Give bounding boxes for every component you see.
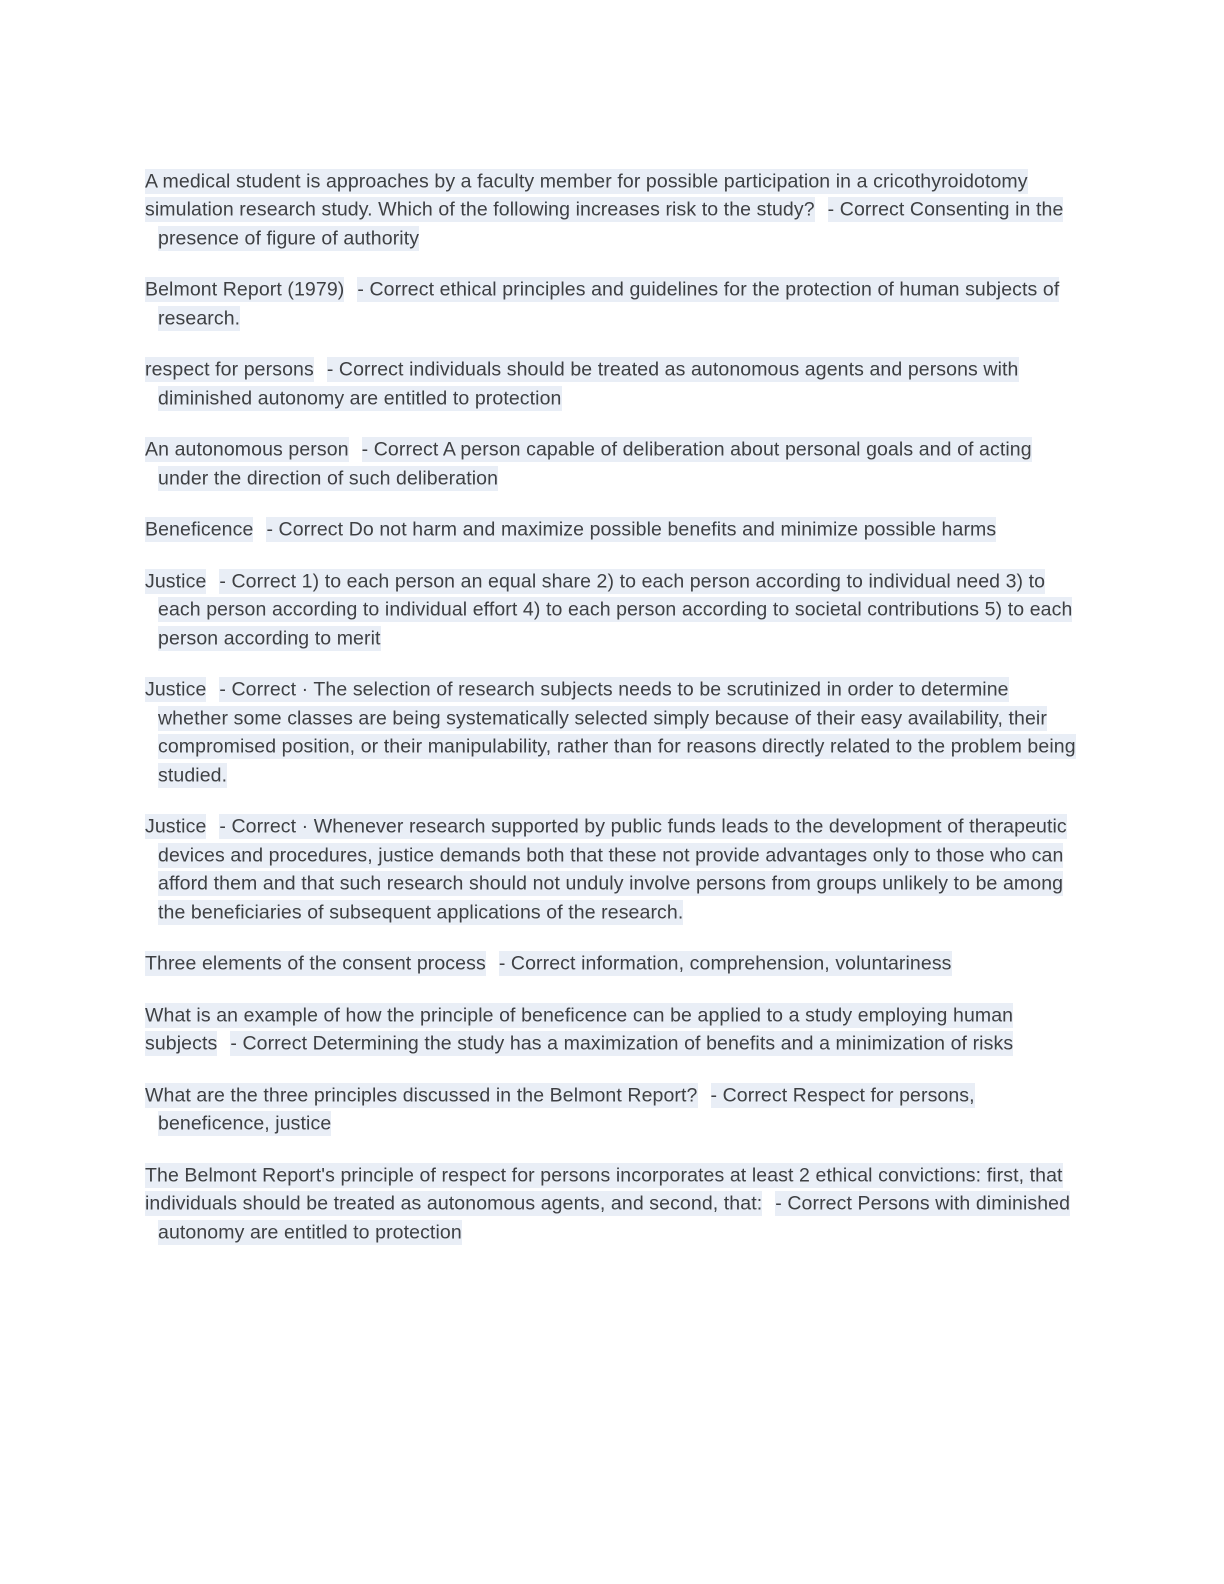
qa-answer: - Correct · The selection of research subjects needs to be scrutinized in order to determine whether some classes are being systematically selected simply because of their easy availability, their compromised position, or their manipulability, rather than for reasons directly related to the problem being studied.: [158, 678, 1076, 786]
qa-term: The Belmont Report's principle of respect for persons incorporates at least 2 ethical convictions: first, that individuals should be treated as autonomous agents, and second, that:: [145, 1164, 1063, 1215]
qa-answer: - Correct Respect for persons, beneficence, justice: [158, 1084, 975, 1135]
qa-answer: - Correct Persons with diminished autonomy are entitled to protection: [158, 1192, 1071, 1243]
qa-term: Three elements of the consent process: [145, 952, 486, 975]
qa-item: [145, 676, 1084, 790]
qa-term: Justice: [145, 815, 207, 838]
qa-term: What are the three principles discussed in the Belmont Report?: [145, 1084, 698, 1106]
qa-term: An autonomous person: [145, 438, 349, 461]
qa-term: Beneficence: [145, 518, 254, 541]
qa-item: [145, 436, 1084, 493]
qa-item: [145, 167, 1084, 253]
qa-item: [145, 276, 1084, 333]
qa-item: [145, 813, 1084, 927]
qa-term: Belmont Report (1979): [145, 278, 345, 301]
qa-answer: - Correct A person capable of deliberation about personal goals and of acting under the direction of such deliberation: [158, 438, 1032, 489]
qa-answer: - Correct ethical principles and guidelines for the protection of human subjects of research.: [158, 278, 1060, 329]
qa-answer: - Correct individuals should be treated as autonomous agents and persons with diminished autonomy are entitled to protection: [158, 358, 1019, 409]
qa-answer: - Correct Consenting in the presence of figure of authority: [158, 198, 1064, 249]
qa-answer: - Correct information, comprehension, voluntariness: [498, 952, 952, 975]
qa-item: [145, 1001, 1084, 1058]
qa-term: A medical student is approaches by a faculty member for possible participation in a cricothyroidotomy simulation research study. Which of the following increases risk to the study?: [145, 170, 1028, 221]
qa-item: [145, 1081, 1084, 1138]
qa-term: Justice: [145, 570, 207, 592]
qa-answer: - Correct Do not harm and maximize possible benefits and minimize possible harms: [266, 518, 997, 541]
qa-term: Justice: [145, 678, 207, 701]
qa-item: [145, 950, 1084, 979]
qa-item: [145, 1161, 1084, 1247]
qa-item: [145, 516, 1084, 545]
qa-item: [145, 356, 1084, 413]
qa-answer: - Correct Determining the study has a maximization of benefits and a minimization of risks: [230, 1032, 1014, 1055]
qa-term: respect for persons: [145, 358, 314, 381]
qa-term: What is an example of how the principle of beneficence can be applied to a study employing human subjects: [145, 1004, 1014, 1055]
qa-answer: - Correct · Whenever research supported by public funds leads to the development of therapeutic devices and procedures, justice demands both that these not provide advantages only to those who can afford them and that such research should not unduly involve persons from groups unlikely to be among the beneficiaries of subsequent applications of the research.: [158, 815, 1067, 923]
qa-answer: - Correct 1) to each person an equal share 2) to each person according to individual need 3) to each person according to individual effort 4) to each person according to societal contributions 5) to each person according to merit: [158, 570, 1073, 649]
qa-item: [145, 567, 1084, 653]
